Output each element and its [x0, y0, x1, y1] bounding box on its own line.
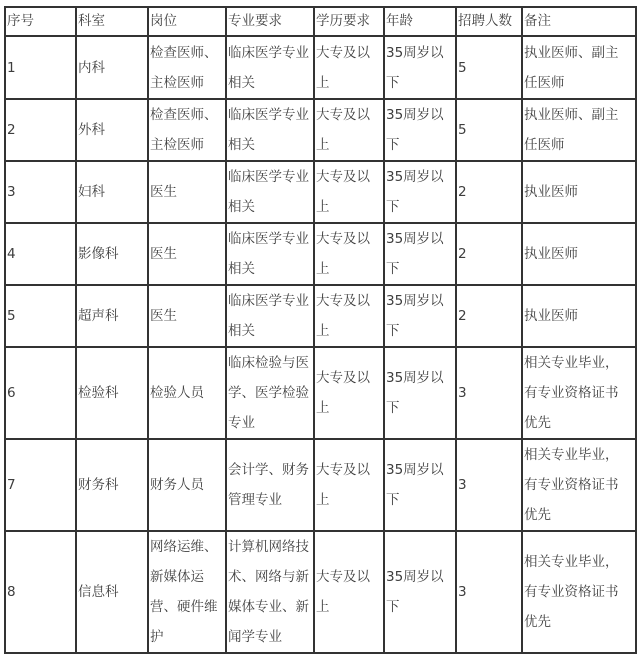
cell-education-line: 大专及以: [316, 107, 370, 123]
cell-position: [148, 36, 226, 99]
cell-dept: 财务科: [76, 439, 148, 531]
cell-major-line: 专业: [228, 415, 255, 431]
cell-dept: 检验科: [76, 347, 148, 439]
cell-count: 3: [456, 531, 522, 653]
cell-remarks-line: 优先: [524, 614, 551, 630]
cell-education: [314, 347, 384, 439]
cell-remarks-line: 有专业资格证书: [524, 477, 619, 493]
cell-education-line: 上: [316, 492, 330, 508]
cell-remarks: [522, 347, 636, 439]
cell-major: [226, 36, 314, 99]
header-position: 岗位: [148, 7, 226, 36]
cell-age-line: 35周岁以: [386, 293, 444, 309]
cell-position-line: 检验人员: [150, 385, 204, 401]
header-remarks: 备注: [522, 7, 636, 36]
cell-education: [314, 439, 384, 531]
cell-age-line: 35周岁以: [386, 169, 444, 185]
table-row: [5, 531, 636, 653]
cell-remarks: [522, 531, 636, 653]
cell-position: [148, 285, 226, 347]
cell-major-line: 媒体专业、新: [228, 599, 309, 615]
cell-education-line: 大专及以: [316, 370, 370, 386]
cell-age-line: 下: [386, 74, 400, 91]
cell-position-line: 营、硬件维: [150, 599, 218, 615]
cell-remarks-line: 相关专业毕业，: [524, 355, 619, 371]
cell-age-line: 下: [386, 137, 400, 153]
cell-age-line: 35周岁以: [386, 569, 444, 585]
cell-major-line: 临床医学专业: [228, 169, 309, 185]
cell-remarks: [522, 223, 636, 285]
cell-position-line: 医生: [150, 246, 177, 262]
cell-major-line: 管理专业: [228, 492, 282, 508]
cell-major: [226, 285, 314, 347]
cell-age-line: 下: [386, 400, 400, 416]
cell-count: 2: [456, 223, 522, 285]
cell-age-line: 35周岁以: [386, 370, 444, 386]
cell-remarks: [522, 285, 636, 347]
cell-major-line: 闻学专业: [228, 629, 282, 645]
cell-education-line: 上: [316, 323, 330, 339]
cell-remarks-line: 任医师: [524, 74, 565, 91]
cell-major-line: 临床医学专业: [228, 231, 309, 247]
cell-position: [148, 439, 226, 531]
cell-no: 4: [5, 223, 76, 285]
cell-education-line: 上: [316, 599, 330, 615]
cell-no: 2: [5, 99, 76, 161]
cell-major: [226, 99, 314, 161]
cell-remarks-line: 优先: [524, 415, 551, 431]
cell-dept: 影像科: [76, 223, 148, 285]
cell-major-line: 临床医学专业: [228, 107, 309, 123]
cell-dept: 外科: [76, 99, 148, 161]
cell-age-line: 35周岁以: [386, 231, 444, 247]
cell-count: 5: [456, 36, 522, 99]
header-age: 年龄: [384, 7, 456, 36]
cell-education-line: 大专及以: [316, 231, 370, 247]
cell-major-line: 术、网络与新: [228, 569, 309, 585]
header-no: 序号: [5, 7, 76, 36]
cell-remarks-line: 执业医师、副主: [524, 44, 619, 61]
cell-remarks-line: 执业医师、副主: [524, 107, 619, 123]
table-row: [5, 285, 636, 347]
cell-remarks-line: 相关专业毕业，: [524, 554, 619, 570]
cell-education: [314, 223, 384, 285]
cell-age: [384, 223, 456, 285]
cell-education-line: 上: [316, 137, 330, 153]
cell-major: [226, 439, 314, 531]
table-header-row: [5, 7, 636, 36]
cell-no: 3: [5, 161, 76, 223]
table-row: [5, 99, 636, 161]
cell-position-line: 护: [150, 629, 164, 645]
cell-major: [226, 347, 314, 439]
cell-education-line: 大专及以: [316, 44, 370, 61]
cell-education-line: 大专及以: [316, 169, 370, 185]
cell-no: 5: [5, 285, 76, 347]
cell-major: [226, 223, 314, 285]
cell-remarks-line: 执业医师: [524, 184, 578, 200]
cell-position: [148, 347, 226, 439]
table-row: [5, 223, 636, 285]
cell-position: [148, 161, 226, 223]
cell-major: [226, 161, 314, 223]
cell-remarks: [522, 36, 636, 99]
cell-age-line: 下: [386, 199, 400, 215]
cell-position-line: 医生: [150, 184, 177, 200]
cell-education-line: 大专及以: [316, 462, 370, 478]
cell-remarks: [522, 99, 636, 161]
cell-remarks-line: 有专业资格证书: [524, 385, 619, 401]
cell-major-line: 相关: [228, 261, 255, 277]
cell-education: [314, 531, 384, 653]
cell-count: 3: [456, 439, 522, 531]
table-row: [5, 347, 636, 439]
header-count: 招聘人数: [456, 7, 522, 36]
cell-major-line: 会计学、财务: [228, 462, 309, 478]
cell-no: 6: [5, 347, 76, 439]
cell-major-line: 相关: [228, 199, 255, 215]
cell-position-line: 检查医师、: [150, 107, 218, 123]
cell-age-line: 35周岁以: [386, 462, 444, 478]
cell-age-line: 35周岁以: [386, 44, 444, 61]
cell-position-line: 检查医师、: [150, 44, 218, 61]
cell-remarks-line: 有专业资格证书: [524, 584, 619, 600]
cell-remarks: [522, 161, 636, 223]
cell-no: 7: [5, 439, 76, 531]
cell-position-line: 医生: [150, 308, 177, 324]
cell-age-line: 下: [386, 492, 400, 508]
cell-education-line: 大专及以: [316, 293, 370, 309]
cell-age-line: 下: [386, 323, 400, 339]
cell-position-line: 新媒体运: [150, 569, 204, 585]
table-row: [5, 439, 636, 531]
cell-education-line: 大专及以: [316, 569, 370, 585]
cell-dept: 信息科: [76, 531, 148, 653]
cell-education-line: 上: [316, 261, 330, 277]
cell-no: 8: [5, 531, 76, 653]
cell-dept: 超声科: [76, 285, 148, 347]
cell-remarks-line: 执业医师: [524, 308, 578, 324]
cell-dept: 内科: [76, 36, 148, 99]
cell-position-line: 财务人员: [150, 477, 204, 493]
cell-education-line: 上: [316, 74, 330, 91]
cell-education: [314, 99, 384, 161]
cell-major: [226, 531, 314, 653]
cell-major-line: 相关: [228, 137, 255, 153]
cell-no: 1: [5, 36, 76, 99]
cell-age-line: 下: [386, 261, 400, 277]
cell-count: 3: [456, 347, 522, 439]
cell-major-line: 相关: [228, 74, 255, 91]
cell-count: 5: [456, 99, 522, 161]
cell-remarks-line: 执业医师: [524, 246, 578, 262]
cell-age-line: 下: [386, 599, 400, 615]
cell-position: [148, 531, 226, 653]
cell-count: 2: [456, 161, 522, 223]
cell-education: [314, 161, 384, 223]
cell-major-line: 临床医学专业: [228, 44, 309, 61]
cell-count: 2: [456, 285, 522, 347]
cell-age: [384, 36, 456, 99]
cell-age: [384, 99, 456, 161]
cell-position-line: 主检医师: [150, 137, 204, 153]
cell-age: [384, 285, 456, 347]
cell-education: [314, 36, 384, 99]
cell-dept: 妇科: [76, 161, 148, 223]
cell-age-line: 35周岁以: [386, 107, 444, 123]
cell-position: [148, 223, 226, 285]
header-major: 专业要求: [226, 7, 314, 36]
cell-remarks-line: 相关专业毕业，: [524, 447, 619, 463]
header-education: 学历要求: [314, 7, 384, 36]
cell-education-line: 上: [316, 199, 330, 215]
table-row: [5, 161, 636, 223]
table-row: [5, 36, 636, 99]
cell-position-line: 主检医师: [150, 74, 204, 91]
cell-remarks: [522, 439, 636, 531]
cell-position-line: 网络运维、: [150, 539, 218, 555]
cell-remarks-line: 任医师: [524, 137, 565, 153]
recruitment-table: [4, 6, 637, 654]
cell-major-line: 临床医学专业: [228, 293, 309, 309]
cell-education-line: 上: [316, 400, 330, 416]
cell-age: [384, 347, 456, 439]
cell-major-line: 临床检验与医: [228, 355, 309, 371]
cell-major-line: 计算机网络技: [228, 539, 309, 555]
header-dept: 科室: [76, 7, 148, 36]
cell-major-line: 相关: [228, 323, 255, 339]
cell-position: [148, 99, 226, 161]
cell-major-line: 学、医学检验: [228, 385, 309, 401]
cell-remarks-line: 优先: [524, 507, 551, 523]
cell-age: [384, 439, 456, 531]
cell-education: [314, 285, 384, 347]
cell-age: [384, 531, 456, 653]
cell-age: [384, 161, 456, 223]
